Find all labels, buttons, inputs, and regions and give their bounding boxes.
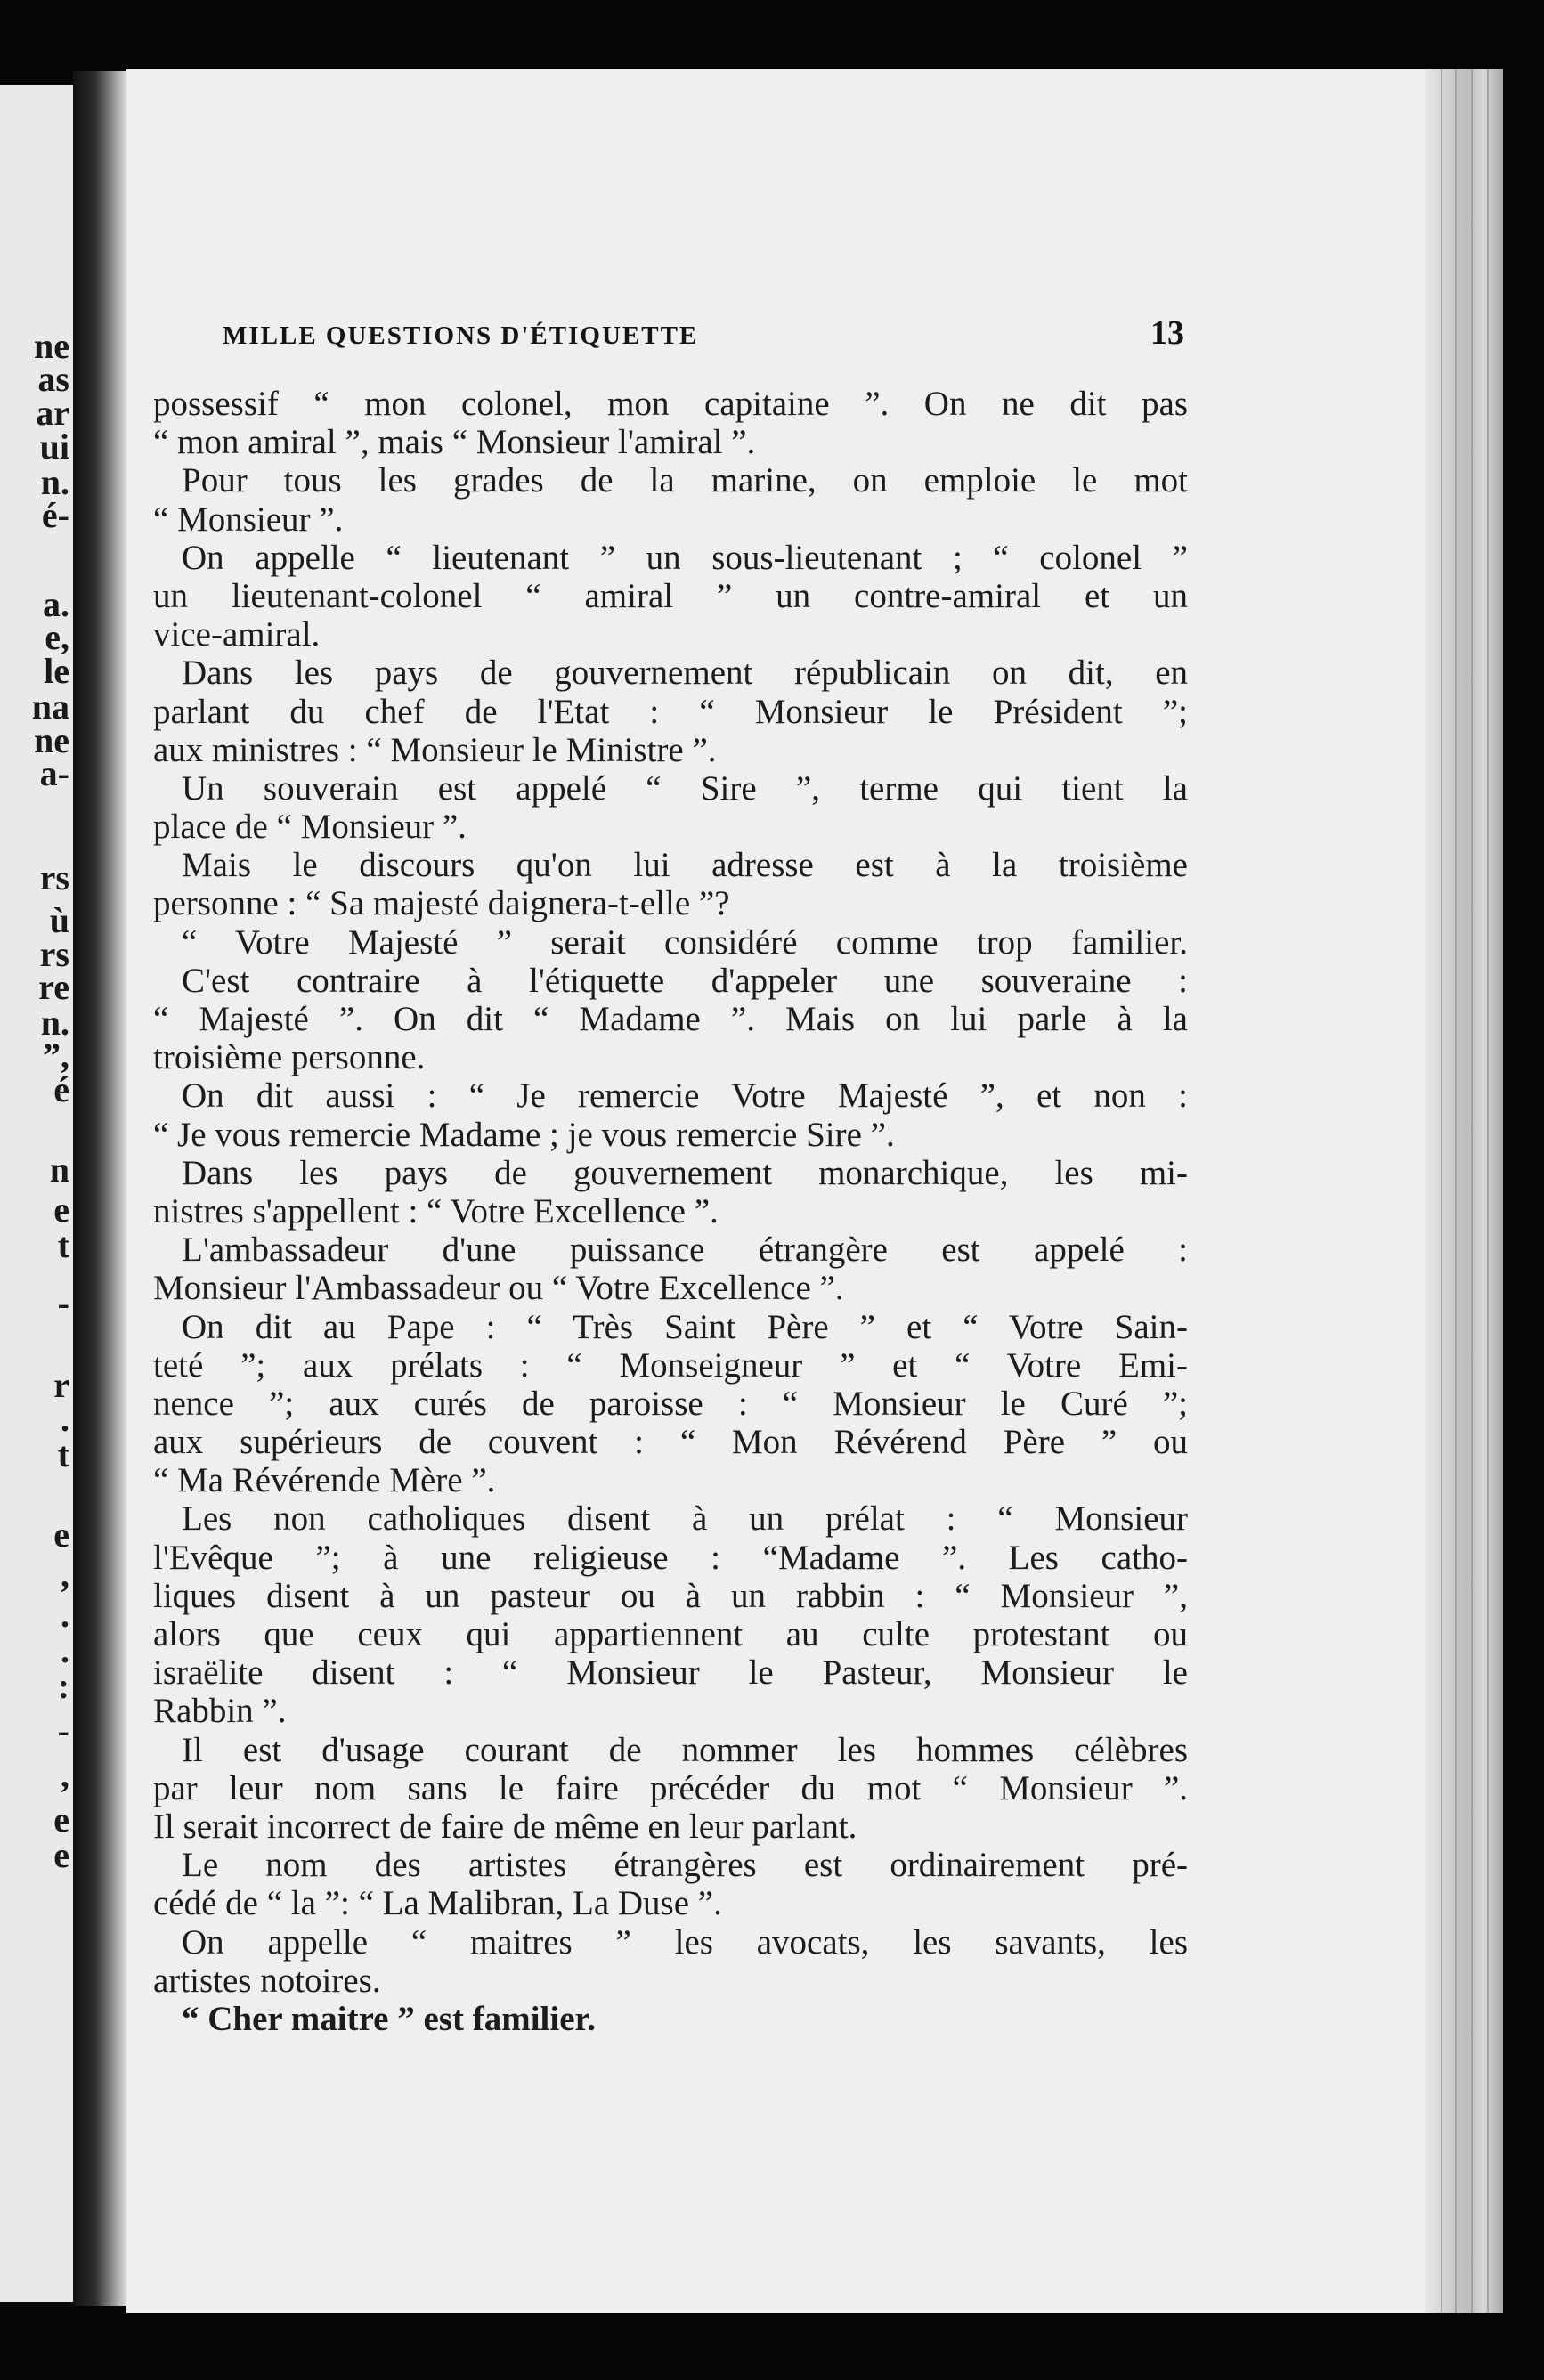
text-line: “ Votre Majesté ” serait considéré comme trop familier. xyxy=(182,922,1188,962)
text-line: cédé de “ la ”: “ La Malibran, La Duse ”. xyxy=(153,1884,722,1923)
previous-page-fragment: re xyxy=(38,967,69,1007)
previous-page-fragment: é- xyxy=(41,495,69,535)
text-line: nistres s'appellent : “ Votre Excellence ”. xyxy=(153,1191,719,1231)
text-line: “ mon amiral ”, mais “ Monsieur l'amiral ”. xyxy=(153,423,756,462)
previous-page-fragment: ne xyxy=(34,326,69,366)
page-edge-line xyxy=(1441,69,1442,2313)
previous-page-fragment: t xyxy=(57,1434,69,1474)
previous-page-fragment: ar xyxy=(36,393,69,433)
previous-page-fragment: r xyxy=(53,1365,69,1405)
text-line: Mais le discours qu'on lui adresse est à la troisième xyxy=(182,846,1188,885)
text-line: “ Ma Révérende Mère ”. xyxy=(153,1461,496,1500)
text-line: un lieutenant-colonel “ amiral ” un contre-amiral et un xyxy=(153,576,1188,615)
previous-page-fragment: e xyxy=(53,1799,69,1840)
page-edge-line xyxy=(1455,69,1457,2313)
text-line: teté ”; aux prélats : “ Monseigneur ” et “ Votre Emi- xyxy=(153,1345,1188,1385)
previous-page-fragment: . xyxy=(61,1630,69,1670)
text-line: Dans les pays de gouvernement monarchique, les mi- xyxy=(182,1153,1188,1192)
text-line: “ Majesté ”. On dit “ Madame ”. Mais on lui parle à la xyxy=(153,1000,1188,1038)
page-edge-line xyxy=(1487,69,1489,2313)
previous-page-fragment: . xyxy=(61,1399,69,1439)
previous-page-fragment: . xyxy=(61,1595,69,1635)
running-head xyxy=(223,313,1184,352)
previous-page-fragment: - xyxy=(57,1710,69,1750)
running-title: MILLE QUESTIONS D'ÉTIQUETTE xyxy=(223,321,699,350)
previous-page-fragment: t xyxy=(57,1225,69,1265)
previous-page-fragment: e xyxy=(53,1190,69,1230)
previous-page-fragment: ui xyxy=(39,426,69,467)
text-line: parlant du chef de l'Etat : “ Monsieur le Président ”; xyxy=(153,692,1188,731)
text-line: aux ministres : “ Monsieur le Ministre ”. xyxy=(153,730,717,769)
page-edge-line xyxy=(1471,69,1473,2313)
text-line: Dans les pays de gouvernement républicain on dit, en xyxy=(182,654,1188,693)
text-line: Pour tous les grades de la marine, on emploie le mot xyxy=(182,461,1188,500)
previous-page-fragment: ne xyxy=(34,720,69,760)
text-line: Rabbin ”. xyxy=(153,1692,287,1731)
previous-page-fragment: e xyxy=(53,1515,69,1555)
text-line: par leur nom sans le faire précéder du mot “ Monsieur ”. xyxy=(153,1768,1188,1807)
previous-page-fragment: a. xyxy=(43,584,69,624)
text-line: personne : “ Sa majesté daignera-t-elle ”? xyxy=(153,884,730,923)
text-line: C'est contraire à l'étiquette d'appeler une souveraine : xyxy=(182,961,1188,1000)
previous-page-fragment: rs xyxy=(39,934,69,974)
text-line: vice-amiral. xyxy=(153,615,321,654)
text-line: On appelle “ maitres ” les avocats, les savants, les xyxy=(182,1922,1188,1962)
text-line: possessif “ mon colonel, mon capitaine ”. On ne dit pas xyxy=(153,385,1188,423)
text-line: aux supérieurs de couvent : “ Mon Révérend Père ” ou xyxy=(153,1423,1188,1462)
text-line: “ Monsieur ”. xyxy=(153,500,344,539)
text-line: artistes notoires. xyxy=(153,1961,381,2000)
previous-page-fragment: - xyxy=(57,1283,69,1323)
page-stack-edge xyxy=(1425,69,1503,2313)
text-line: Un souverain est appelé “ Sire ”, terme qui tient la xyxy=(182,768,1188,808)
previous-page-fragment: e xyxy=(53,1835,69,1875)
text-line: L'ambassadeur d'une puissance étrangère est appelé : xyxy=(182,1231,1188,1270)
previous-page-fragment: é xyxy=(53,1069,69,1109)
text-line: l'Evêque ”; à une religieuse : “Madame ”. Les catho- xyxy=(153,1538,1188,1577)
previous-page-fragment: e, xyxy=(45,617,69,657)
previous-page-fragment: na xyxy=(31,686,69,727)
previous-page-fragment: as xyxy=(37,359,69,399)
text-line: Le nom des artistes étrangères est ordinairement pré- xyxy=(182,1846,1188,1885)
previous-page-fragment: n. xyxy=(40,462,69,502)
text-line: troisième personne. xyxy=(153,1038,426,1077)
book-gutter xyxy=(73,71,126,2306)
text-line: liques disent à un pasteur ou à un rabbin : “ Monsieur ”, xyxy=(153,1576,1188,1615)
previous-page-fragment: n xyxy=(49,1149,69,1190)
previous-page-edge xyxy=(0,85,73,2302)
text-line: Les non catholiques disent à un prélat : “ Monsieur xyxy=(182,1499,1188,1539)
text-line: nence ”; aux curés de paroisse : “ Monsieur le Curé ”; xyxy=(153,1384,1188,1423)
previous-page-fragment: n. xyxy=(40,1003,69,1043)
previous-page-fragment: le xyxy=(44,651,69,691)
previous-page-fragment: , xyxy=(61,1755,69,1795)
body-text xyxy=(153,385,1188,2038)
text-line: Il est d'usage courant de nommer les hommes célèbres xyxy=(182,1730,1188,1769)
text-line: On dit au Pape : “ Très Saint Père ” et “ Votre Sain- xyxy=(182,1307,1188,1346)
text-line: place de “ Monsieur ”. xyxy=(153,808,467,847)
text-line: Il serait incorrect de faire de même en leur parlant. xyxy=(153,1807,857,1846)
page-number: 13 xyxy=(1150,314,1184,352)
text-line: alors que ceux qui appartiennent au culte protestant ou xyxy=(153,1615,1188,1653)
text-line: On appelle “ lieutenant ” un sous-lieutenant ; “ colonel ” xyxy=(182,538,1188,577)
text-line: “ Cher maitre ” est familier. xyxy=(182,1999,596,2038)
previous-page-fragment: ù xyxy=(49,900,69,940)
previous-page-fragment: a- xyxy=(39,753,69,793)
previous-page-fragment: ”, xyxy=(43,1036,69,1076)
text-line: israëlite disent : “ Monsieur le Pasteur, Monsieur le xyxy=(153,1653,1188,1693)
previous-page-fragment: : xyxy=(57,1666,69,1706)
text-line: On dit aussi : “ Je remercie Votre Majesté ”, et non : xyxy=(182,1076,1188,1116)
text-line: Monsieur l'Ambassadeur ou “ Votre Excellence ”. xyxy=(153,1269,844,1308)
previous-page-fragment: , xyxy=(61,1555,69,1595)
text-line: “ Je vous remercie Madame ; je vous remercie Sire ”. xyxy=(153,1115,895,1154)
previous-page-fragment: rs xyxy=(39,857,69,898)
